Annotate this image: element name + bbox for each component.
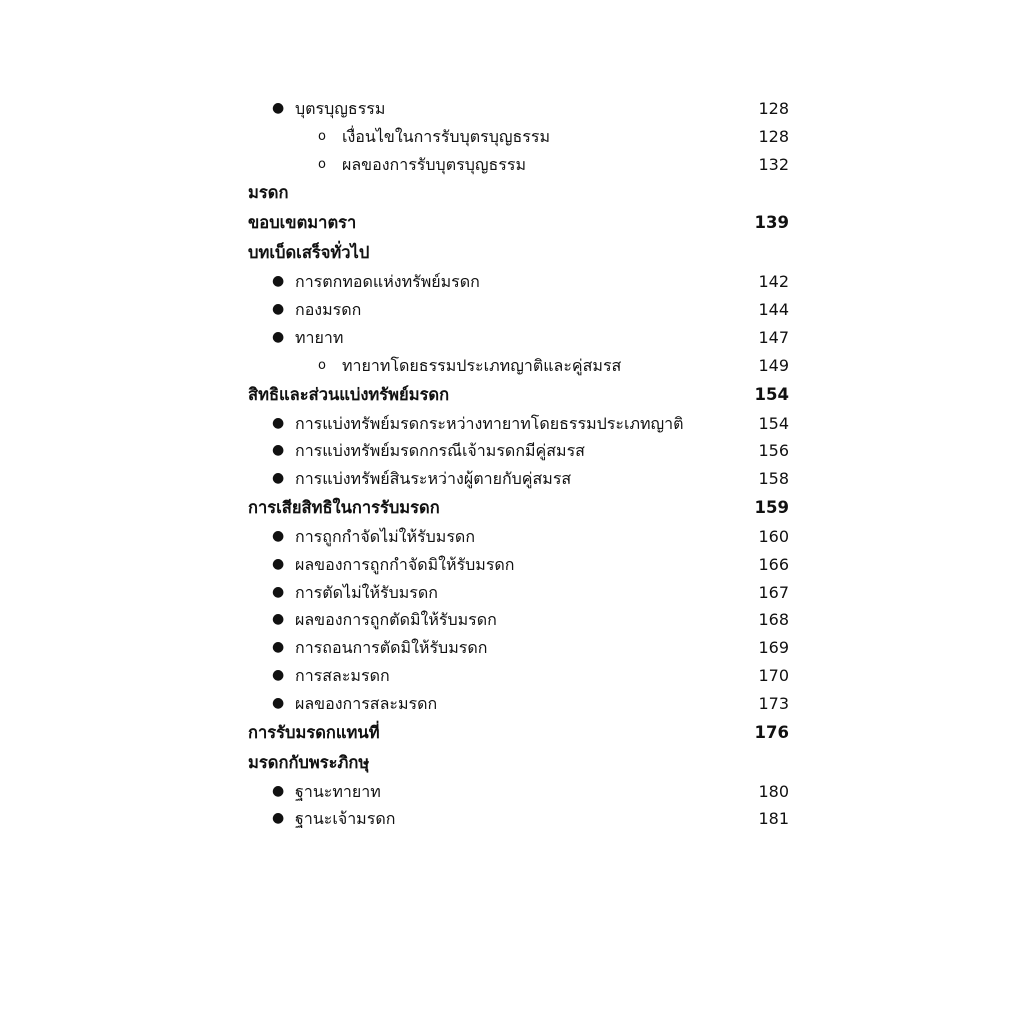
toc-entry-title: กองมรดก bbox=[295, 300, 362, 320]
toc-item bbox=[248, 662, 793, 690]
toc-entry-title: ผลของการรับบุตรบุญธรรม bbox=[342, 154, 526, 174]
toc-entry-title: การถูกกำจัดไม่ให้รับมรดก bbox=[295, 526, 475, 546]
toc-subitem bbox=[248, 123, 793, 151]
toc-page-number: 160 bbox=[758, 526, 789, 546]
bullet-icon: ● bbox=[272, 527, 285, 544]
bullet-icon: ● bbox=[272, 583, 285, 600]
toc-page-number: 176 bbox=[754, 722, 789, 742]
bullet-icon: ● bbox=[272, 301, 285, 318]
toc-entry-title: การแบ่งทรัพย์มรดกกรณีเจ้ามรดกมีคู่สมรส bbox=[295, 441, 585, 461]
toc-item bbox=[248, 324, 793, 352]
toc-subitem bbox=[248, 151, 793, 179]
toc-item bbox=[248, 296, 793, 324]
toc-section-heading bbox=[248, 208, 793, 238]
toc-page-number: 159 bbox=[754, 497, 789, 517]
toc-entry-title: ผลของการถูกกำจัดมิให้รับมรดก bbox=[295, 554, 515, 574]
toc-page-number: 147 bbox=[758, 327, 789, 347]
toc-item bbox=[248, 579, 793, 607]
bullet-icon: ● bbox=[272, 639, 285, 656]
toc-section-heading bbox=[248, 178, 793, 208]
toc-item bbox=[248, 805, 793, 833]
toc-item bbox=[248, 690, 793, 718]
toc-entry-title: การตกทอดแห่งทรัพย์มรดก bbox=[295, 272, 480, 292]
toc-item bbox=[248, 551, 793, 579]
toc-page-number: 158 bbox=[758, 469, 789, 489]
toc-page-number: 167 bbox=[758, 582, 789, 602]
toc-entry-title: ผลของการสละมรดก bbox=[295, 693, 438, 713]
toc-page-number: 149 bbox=[758, 355, 789, 375]
toc-page-number: 180 bbox=[758, 781, 789, 801]
toc-entry-title: สิทธิและส่วนแบ่งทรัพย์มรดก bbox=[248, 384, 450, 404]
toc-entry-title: บุตรบุญธรรม bbox=[295, 99, 386, 118]
toc-entry-title: การรับมรดกแทนที่ bbox=[248, 722, 380, 742]
toc-section-heading bbox=[248, 718, 793, 748]
toc-entry-title: การตัดไม่ให้รับมรดก bbox=[295, 582, 438, 602]
toc-page-number: 144 bbox=[758, 300, 789, 320]
toc-item bbox=[248, 268, 793, 296]
toc-page-number: 173 bbox=[758, 693, 789, 713]
toc-page-number: 142 bbox=[758, 272, 789, 292]
toc-page-number: 168 bbox=[758, 610, 789, 630]
toc-entry-title: ทายาท bbox=[295, 327, 344, 347]
toc-page-number: 139 bbox=[754, 213, 789, 233]
toc-page-number: 170 bbox=[758, 665, 789, 685]
toc-entry-title: ทายาทโดยธรรมประเภทญาติและคู่สมรส bbox=[342, 355, 622, 375]
toc-section-heading bbox=[248, 748, 793, 778]
bullet-icon: ● bbox=[272, 810, 285, 827]
toc-entry-title: การเสียสิทธิในการรับมรดก bbox=[248, 497, 440, 517]
bullet-icon: ● bbox=[272, 328, 285, 345]
toc-item bbox=[248, 410, 793, 438]
toc-section-heading bbox=[248, 238, 793, 268]
toc-section-heading bbox=[248, 380, 793, 410]
toc-entry-title: บทเบ็ดเสร็จทั่วไป bbox=[248, 243, 370, 263]
circle-bullet-icon: o bbox=[318, 128, 326, 144]
toc-page-number: 132 bbox=[758, 154, 789, 174]
toc-item bbox=[248, 778, 793, 806]
toc-item bbox=[248, 465, 793, 493]
toc-page-number: 128 bbox=[758, 126, 789, 146]
toc-page-number: 166 bbox=[758, 554, 789, 574]
toc-entry-title: ขอบเขตมาตรา bbox=[248, 213, 357, 233]
bullet-icon: ● bbox=[272, 414, 285, 431]
toc-item bbox=[248, 606, 793, 634]
toc-item bbox=[248, 95, 793, 123]
toc-page-number: 156 bbox=[758, 441, 789, 461]
toc-page-number: 181 bbox=[758, 809, 789, 829]
toc-item bbox=[248, 523, 793, 551]
bullet-icon: ● bbox=[272, 470, 285, 487]
table-of-contents bbox=[248, 95, 793, 833]
bullet-icon: ● bbox=[272, 611, 285, 628]
toc-entry-title: การสละมรดก bbox=[295, 665, 390, 685]
bullet-icon: ● bbox=[272, 555, 285, 572]
toc-item bbox=[248, 437, 793, 465]
toc-page-number: 154 bbox=[758, 413, 789, 433]
bullet-icon: ● bbox=[272, 666, 285, 683]
toc-page-number: 169 bbox=[758, 638, 789, 658]
toc-entry-title: การถอนการตัดมิให้รับมรดก bbox=[295, 638, 488, 658]
toc-entry-title: การแบ่งทรัพย์มรดกระหว่างทายาทโดยธรรมประเภทญาติ bbox=[295, 413, 684, 433]
toc-page-number: 154 bbox=[754, 384, 789, 404]
circle-bullet-icon: o bbox=[318, 156, 326, 172]
toc-subitem bbox=[248, 352, 793, 380]
toc-entry-title: ฐานะทายาท bbox=[295, 781, 381, 801]
toc-entry-title: การแบ่งทรัพย์สินระหว่างผู้ตายกับคู่สมรส bbox=[295, 469, 572, 489]
toc-page-number: 128 bbox=[758, 99, 789, 118]
bullet-icon: ● bbox=[272, 442, 285, 459]
toc-entry-title: มรดก bbox=[248, 183, 289, 203]
bullet-icon: ● bbox=[272, 100, 285, 116]
bullet-icon: ● bbox=[272, 694, 285, 711]
toc-entry-title: ผลของการถูกตัดมิให้รับมรดก bbox=[295, 610, 497, 630]
toc-section-heading bbox=[248, 493, 793, 523]
toc-entry-title: เงื่อนไขในการรับบุตรบุญธรรม bbox=[342, 126, 551, 146]
circle-bullet-icon: o bbox=[318, 357, 326, 373]
bullet-icon: ● bbox=[272, 273, 285, 290]
toc-entry-title: ฐานะเจ้ามรดก bbox=[295, 809, 396, 829]
toc-entry-title: มรดกกับพระภิกษุ bbox=[248, 752, 370, 772]
toc-item bbox=[248, 634, 793, 662]
bullet-icon: ● bbox=[272, 782, 285, 799]
